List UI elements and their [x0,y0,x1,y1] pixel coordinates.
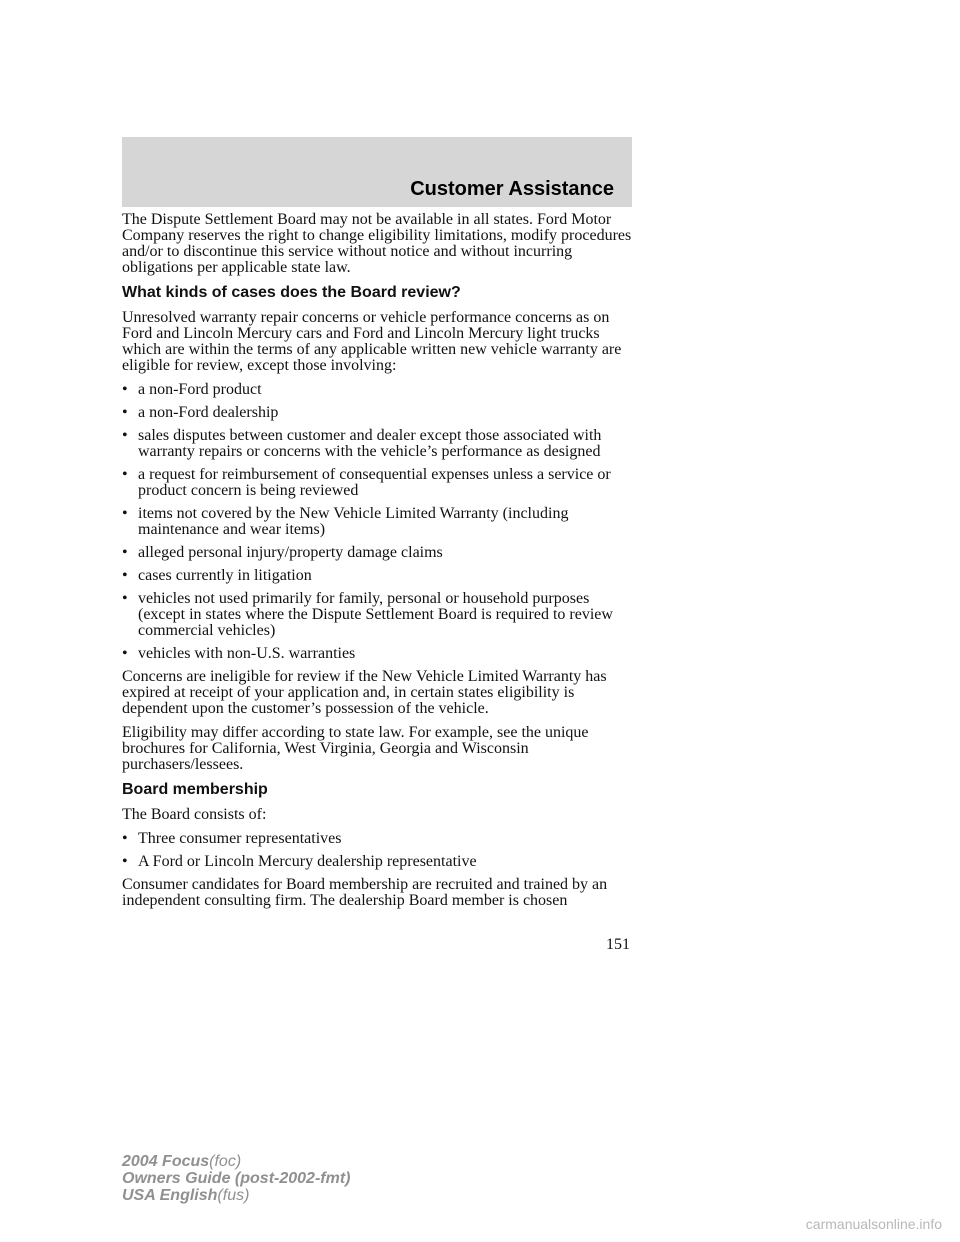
list-item: • items not covered by the New Vehicle Limited Warranty (including maintenance and wear items) [122,505,569,538]
bullet-icon: • [122,427,128,444]
footer-line-2: Owners Guide (post-2002-fmt) [122,1170,351,1187]
bullet-icon: • [122,505,128,522]
bullet-icon: • [122,466,128,483]
bullet-icon: • [122,830,128,847]
list-item: • a non-Ford dealership [122,404,279,421]
footer-line-3: USA English(fus) [122,1187,250,1204]
bullet-icon: • [122,853,128,870]
list-item: • vehicles with non-U.S. warranties [122,645,356,662]
list-item: • cases currently in litigation [122,567,312,584]
section-heading-membership: Board membership [122,781,268,798]
watermark: carmanualsonline.info [805,1216,942,1232]
list-item: • a request for reimbursement of consequential expenses unless a service or product concern is being reviewed [122,466,611,499]
page-number: 151 [606,936,630,953]
bullet-icon: • [122,544,128,561]
section-header-band [122,137,632,207]
bullet-icon: • [122,645,128,662]
ineligibility-paragraph: Concerns are ineligible for review if the New Vehicle Limited Warranty has expired at receipt of your application and, in certain states eligibility is dependent upon the customer’s possession of the vehicle. [122,668,607,717]
cases-lead-paragraph: Unresolved warranty repair concerns or vehicle performance concerns as on Ford and Lincoln Mercury cars and Ford and Lincoln Mercury light trucks which are within the terms of any applicable written new vehicle warranty are eligible for review, except those involving: [122,309,622,374]
bullet-icon: • [122,404,128,421]
section-title: Customer Assistance [410,178,614,200]
list-item: • alleged personal injury/property damage claims [122,544,443,561]
membership-lead-paragraph: The Board consists of: [122,806,267,823]
bullet-icon: • [122,381,128,398]
intro-paragraph: The Dispute Settlement Board may not be available in all states. Ford Motor Company reserves the right to change eligibility limitations, modify procedures and/or to discontinue this service without notice and without incurring obligations per applicable state law. [122,211,632,276]
candidates-paragraph: Consumer candidates for Board membership are recruited and trained by an independent consulting firm. The dealership Board member is chosen [122,876,608,909]
bullet-icon: • [122,590,128,607]
membership-list [122,831,637,870]
exclusions-list [122,382,637,662]
page-content [122,212,637,917]
footer-line-1: 2004 Focus(foc) [122,1153,242,1170]
list-item: • Three consumer representatives [122,830,342,847]
eligibility-paragraph: Eligibility may differ according to state law. For example, see the unique brochures for California, West Virginia, Georgia and Wisconsin purchasers/lessees. [122,724,589,773]
list-item: • A Ford or Lincoln Mercury dealership representative [122,853,477,870]
section-heading-cases: What kinds of cases does the Board review? [122,284,461,301]
bullet-icon: • [122,567,128,584]
list-item: • vehicles not used primarily for family, personal or household purposes (except in states where the Dispute Settlement Board is required to review commercial vehicles) [122,590,613,639]
document-footer [122,1153,350,1204]
list-item: • a non-Ford product [122,381,262,398]
list-item: • sales disputes between customer and dealer except those associated with warranty repairs or concerns with the vehicle’s performance as designed [122,427,602,460]
